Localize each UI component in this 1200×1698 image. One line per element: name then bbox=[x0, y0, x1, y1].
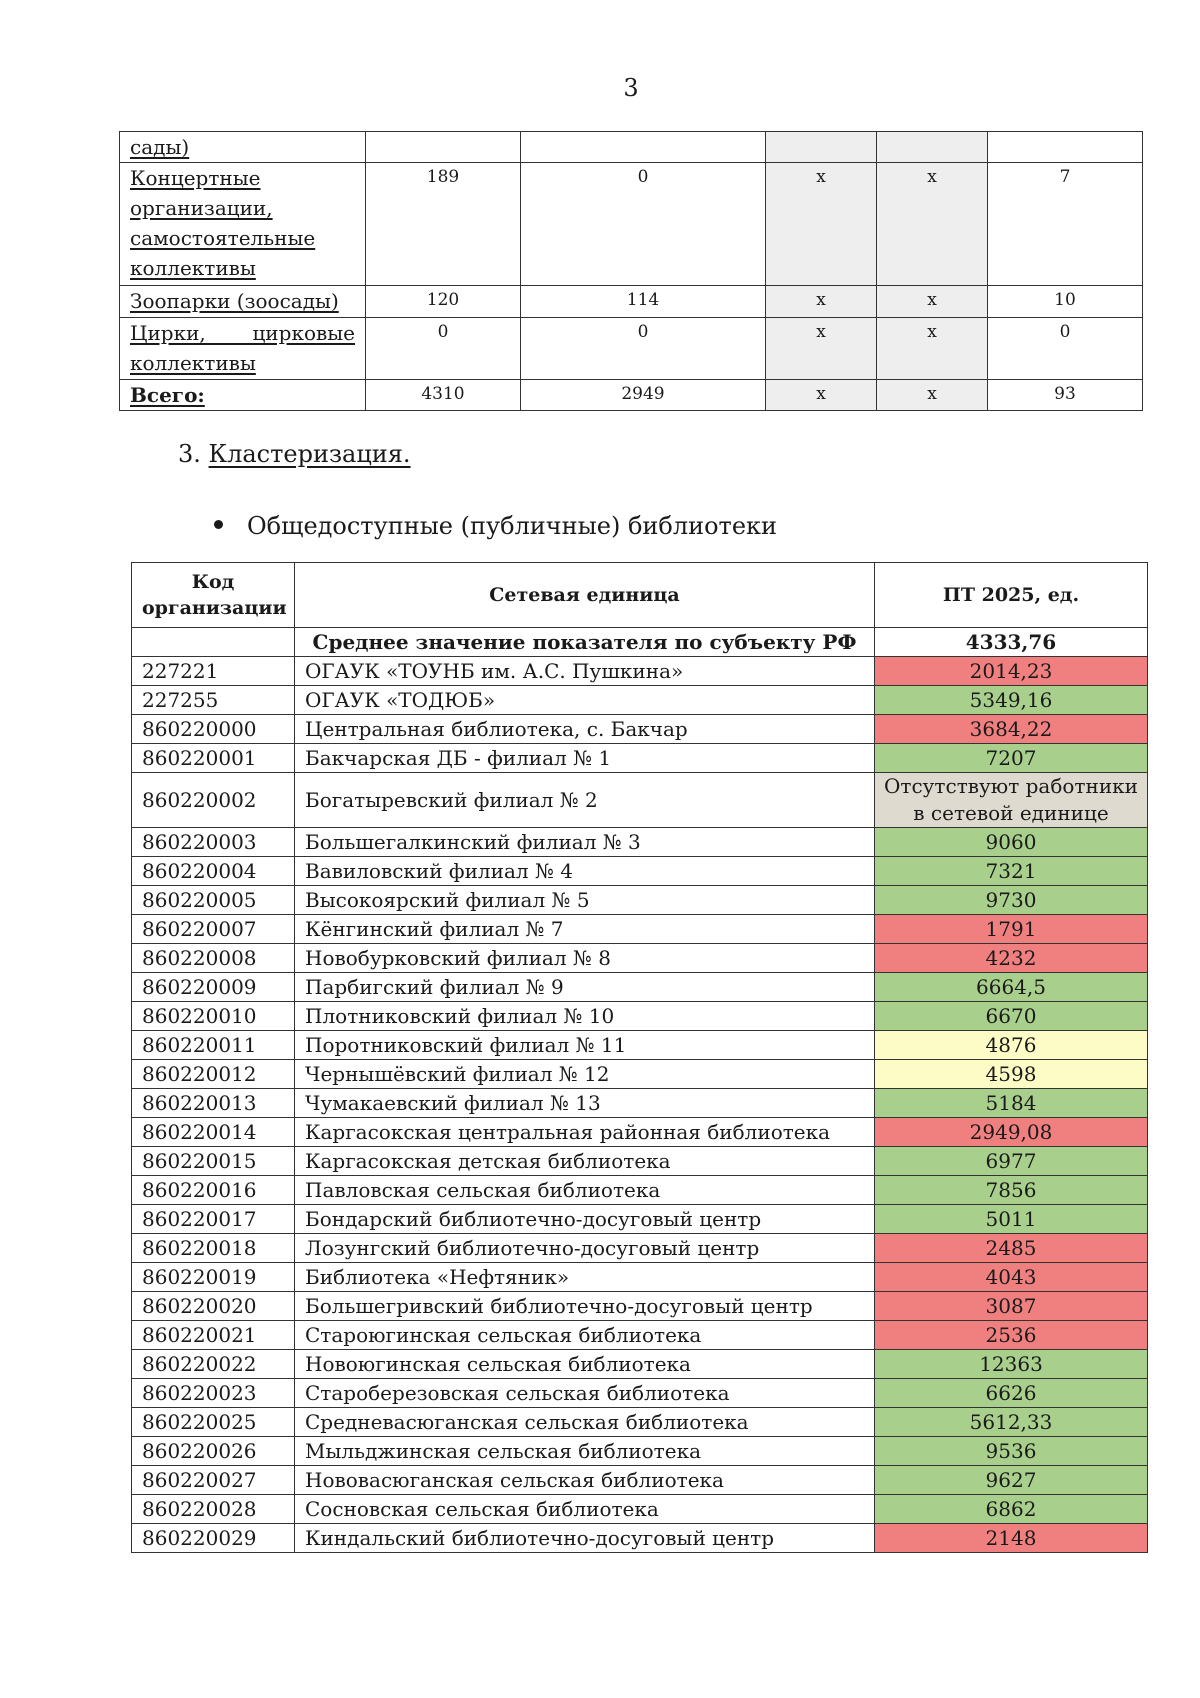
indicator-value: 9536 bbox=[875, 1437, 1148, 1466]
table-row bbox=[132, 773, 1148, 828]
table-cell: 0 bbox=[366, 318, 521, 380]
indicator-value: 5011 bbox=[875, 1205, 1148, 1234]
org-code: 860220026 bbox=[132, 1437, 295, 1466]
table-cell bbox=[366, 132, 521, 163]
org-code: 860220015 bbox=[132, 1147, 295, 1176]
average-value: 4333,76 bbox=[875, 628, 1148, 657]
table-row bbox=[132, 1205, 1148, 1234]
table-row bbox=[132, 1466, 1148, 1495]
org-code: 860220023 bbox=[132, 1379, 295, 1408]
org-code: 860220005 bbox=[132, 886, 295, 915]
org-code: 860220013 bbox=[132, 1089, 295, 1118]
table-cell bbox=[132, 628, 295, 657]
org-code: 860220019 bbox=[132, 1263, 295, 1292]
table-cell: 0 bbox=[521, 163, 766, 286]
table-row bbox=[132, 1292, 1148, 1321]
network-unit-name: Большегалкинский филиал № 3 bbox=[295, 828, 875, 857]
table-row bbox=[120, 163, 1143, 286]
indicator-value: 6862 bbox=[875, 1495, 1148, 1524]
indicator-value: 4232 bbox=[875, 944, 1148, 973]
network-unit-name: Староюгинская сельская библиотека bbox=[295, 1321, 875, 1350]
table-row bbox=[132, 1350, 1148, 1379]
network-unit-name: Киндальский библиотечно-досуговый центр bbox=[295, 1524, 875, 1553]
table-row bbox=[120, 286, 1143, 318]
org-code: 860220012 bbox=[132, 1060, 295, 1089]
page-number: 3 bbox=[623, 74, 639, 102]
org-code: 860220001 bbox=[132, 744, 295, 773]
network-unit-name: Вавиловский филиал № 4 bbox=[295, 857, 875, 886]
indicator-value: 4598 bbox=[875, 1060, 1148, 1089]
indicator-value: 2485 bbox=[875, 1234, 1148, 1263]
network-unit-name: ОГАУК «ТОУНБ им. А.С. Пушкина» bbox=[295, 657, 875, 686]
indicator-value: 12363 bbox=[875, 1350, 1148, 1379]
table-row bbox=[132, 1002, 1148, 1031]
org-code: 860220007 bbox=[132, 915, 295, 944]
org-code: 860220017 bbox=[132, 1205, 295, 1234]
table-cell: 10 bbox=[988, 286, 1143, 318]
network-unit-name: ОГАУК «ТОДЮБ» bbox=[295, 686, 875, 715]
network-unit-name: Кёнгинский филиал № 7 bbox=[295, 915, 875, 944]
table-row bbox=[132, 1408, 1148, 1437]
org-code: 860220016 bbox=[132, 1176, 295, 1205]
table-cell bbox=[521, 132, 766, 163]
table-cell bbox=[988, 132, 1143, 163]
network-unit-name: Чернышёвский филиал № 12 bbox=[295, 1060, 875, 1089]
org-code: 860220027 bbox=[132, 1466, 295, 1495]
table-row bbox=[132, 1524, 1148, 1553]
org-code: 227255 bbox=[132, 686, 295, 715]
network-unit-name: Староберезовская сельская библиотека bbox=[295, 1379, 875, 1408]
row-label: Зоопарки (зоосады) bbox=[120, 286, 366, 318]
table-row bbox=[132, 1263, 1148, 1292]
indicator-value: 2014,23 bbox=[875, 657, 1148, 686]
network-unit-name: Чумакаевский филиал № 13 bbox=[295, 1089, 875, 1118]
network-unit-name: Бакчарская ДБ - филиал № 1 bbox=[295, 744, 875, 773]
network-unit-name: Новоюгинская сельская библиотека bbox=[295, 1350, 875, 1379]
table-cell: 0 bbox=[521, 318, 766, 380]
table-cell: х bbox=[766, 318, 877, 380]
table-row bbox=[132, 744, 1148, 773]
network-unit-name: Каргасокская детская библиотека bbox=[295, 1147, 875, 1176]
indicator-value: 4876 bbox=[875, 1031, 1148, 1060]
org-code: 860220009 bbox=[132, 973, 295, 1002]
indicator-value: 6670 bbox=[875, 1002, 1148, 1031]
subsection-title: Общедоступные (публичные) библиотеки bbox=[247, 512, 778, 540]
org-code: 860220018 bbox=[132, 1234, 295, 1263]
table-row bbox=[132, 915, 1148, 944]
indicator-value: 2536 bbox=[875, 1321, 1148, 1350]
table-cell bbox=[766, 132, 877, 163]
table-row bbox=[132, 1118, 1148, 1147]
summary-table bbox=[119, 131, 1143, 411]
table-header-row bbox=[132, 563, 1148, 628]
network-unit-name: Бондарский библиотечно-досуговый центр bbox=[295, 1205, 875, 1234]
section-title: Кластеризация. bbox=[208, 440, 411, 468]
table-cell: х bbox=[766, 286, 877, 318]
org-code: 860220008 bbox=[132, 944, 295, 973]
table-row bbox=[132, 1234, 1148, 1263]
table-cell: х bbox=[877, 286, 988, 318]
table-row bbox=[132, 715, 1148, 744]
network-unit-name: Мыльджинская сельская библиотека bbox=[295, 1437, 875, 1466]
network-unit-name: Парбигский филиал № 9 bbox=[295, 973, 875, 1002]
org-code: 860220000 bbox=[132, 715, 295, 744]
org-code: 860220004 bbox=[132, 857, 295, 886]
table-row bbox=[132, 657, 1148, 686]
table-cell: 7 bbox=[988, 163, 1143, 286]
section-number: 3. bbox=[178, 440, 201, 468]
table-cell: 2949 bbox=[521, 380, 766, 411]
subsection-heading bbox=[214, 512, 777, 540]
indicator-value: 2949,08 bbox=[875, 1118, 1148, 1147]
table-cell: х bbox=[877, 318, 988, 380]
table-row bbox=[132, 1031, 1148, 1060]
section-heading bbox=[178, 440, 411, 468]
indicator-value: 9730 bbox=[875, 886, 1148, 915]
org-code: 860220028 bbox=[132, 1495, 295, 1524]
network-unit-name: Центральная библиотека, с. Бакчар bbox=[295, 715, 875, 744]
indicator-value: 7856 bbox=[875, 1176, 1148, 1205]
indicator-value: 5349,16 bbox=[875, 686, 1148, 715]
table-row bbox=[132, 1176, 1148, 1205]
table-row bbox=[132, 1495, 1148, 1524]
indicator-value: 6626 bbox=[875, 1379, 1148, 1408]
network-unit-name: Нововасюганская сельская библиотека bbox=[295, 1466, 875, 1495]
table-row bbox=[120, 132, 1143, 163]
network-unit-name: Каргасокская центральная районная библиотека bbox=[295, 1118, 875, 1147]
table-row bbox=[132, 828, 1148, 857]
table-row bbox=[132, 1437, 1148, 1466]
indicator-value: 9627 bbox=[875, 1466, 1148, 1495]
org-code: 860220011 bbox=[132, 1031, 295, 1060]
network-unit-name: Новобурковский филиал № 8 bbox=[295, 944, 875, 973]
table-row bbox=[132, 1089, 1148, 1118]
org-code: 860220020 bbox=[132, 1292, 295, 1321]
row-label: Цирки, цирковые коллективы bbox=[120, 318, 366, 380]
org-code: 860220021 bbox=[132, 1321, 295, 1350]
org-code: 860220014 bbox=[132, 1118, 295, 1147]
row-label: Всего: bbox=[120, 380, 366, 411]
table-row bbox=[132, 1060, 1148, 1089]
org-code: 860220002 bbox=[132, 773, 295, 828]
indicator-value: 6664,5 bbox=[875, 973, 1148, 1002]
network-unit-name: Библиотека «Нефтяник» bbox=[295, 1263, 875, 1292]
table-cell: 93 bbox=[988, 380, 1143, 411]
table-row bbox=[132, 1321, 1148, 1350]
network-unit-name: Высокоярский филиал № 5 bbox=[295, 886, 875, 915]
org-code: 860220029 bbox=[132, 1524, 295, 1553]
bullet-icon bbox=[214, 520, 223, 529]
table-row bbox=[132, 686, 1148, 715]
org-code: 227221 bbox=[132, 657, 295, 686]
network-unit-name: Лозунгский библиотечно-досуговый центр bbox=[295, 1234, 875, 1263]
table-row bbox=[132, 1379, 1148, 1408]
indicator-value: 9060 bbox=[875, 828, 1148, 857]
table-cell: х bbox=[877, 380, 988, 411]
table-cell: 4310 bbox=[366, 380, 521, 411]
table-row bbox=[120, 318, 1143, 380]
network-unit-name: Богатыревский филиал № 2 bbox=[295, 773, 875, 828]
table-row bbox=[132, 1147, 1148, 1176]
indicator-value: 5184 bbox=[875, 1089, 1148, 1118]
table-cell: х bbox=[766, 380, 877, 411]
table-cell: 0 bbox=[988, 318, 1143, 380]
column-header-code: Код организации bbox=[132, 563, 295, 628]
table-cell: х bbox=[766, 163, 877, 286]
table-cell bbox=[877, 132, 988, 163]
average-label: Среднее значение показателя по субъекту РФ bbox=[295, 628, 875, 657]
table-row bbox=[132, 973, 1148, 1002]
network-unit-name: Средневасюганская сельская библиотека bbox=[295, 1408, 875, 1437]
org-code: 860220003 bbox=[132, 828, 295, 857]
row-label: Концертные организации, самостоятельные коллективы bbox=[120, 163, 366, 286]
org-code: 860220010 bbox=[132, 1002, 295, 1031]
table-cell: 114 bbox=[521, 286, 766, 318]
total-row bbox=[120, 380, 1143, 411]
table-cell: 189 bbox=[366, 163, 521, 286]
indicator-value: 7321 bbox=[875, 857, 1148, 886]
column-header-unit: Сетевая единица bbox=[295, 563, 875, 628]
column-header-value: ПТ 2025, ед. bbox=[875, 563, 1148, 628]
indicator-value: 4043 bbox=[875, 1263, 1148, 1292]
indicator-value: 5612,33 bbox=[875, 1408, 1148, 1437]
table-row bbox=[132, 944, 1148, 973]
table-cell: х bbox=[877, 163, 988, 286]
network-unit-name: Большегривский библиотечно-досуговый центр bbox=[295, 1292, 875, 1321]
indicator-value: 2148 bbox=[875, 1524, 1148, 1553]
network-unit-name: Сосновская сельская библиотека bbox=[295, 1495, 875, 1524]
libraries-table bbox=[131, 562, 1148, 1553]
table-row bbox=[132, 886, 1148, 915]
table-row bbox=[132, 857, 1148, 886]
table-cell: 120 bbox=[366, 286, 521, 318]
org-code: 860220022 bbox=[132, 1350, 295, 1379]
average-row bbox=[132, 628, 1148, 657]
row-label: сады) bbox=[120, 132, 366, 163]
network-unit-name: Поротниковский филиал № 11 bbox=[295, 1031, 875, 1060]
indicator-value: 7207 bbox=[875, 744, 1148, 773]
org-code: 860220025 bbox=[132, 1408, 295, 1437]
indicator-value: 6977 bbox=[875, 1147, 1148, 1176]
indicator-value: 3684,22 bbox=[875, 715, 1148, 744]
network-unit-name: Павловская сельская библиотека bbox=[295, 1176, 875, 1205]
indicator-value: Отсутствуют работники в сетевой единице bbox=[875, 773, 1148, 828]
network-unit-name: Плотниковский филиал № 10 bbox=[295, 1002, 875, 1031]
indicator-value: 1791 bbox=[875, 915, 1148, 944]
indicator-value: 3087 bbox=[875, 1292, 1148, 1321]
